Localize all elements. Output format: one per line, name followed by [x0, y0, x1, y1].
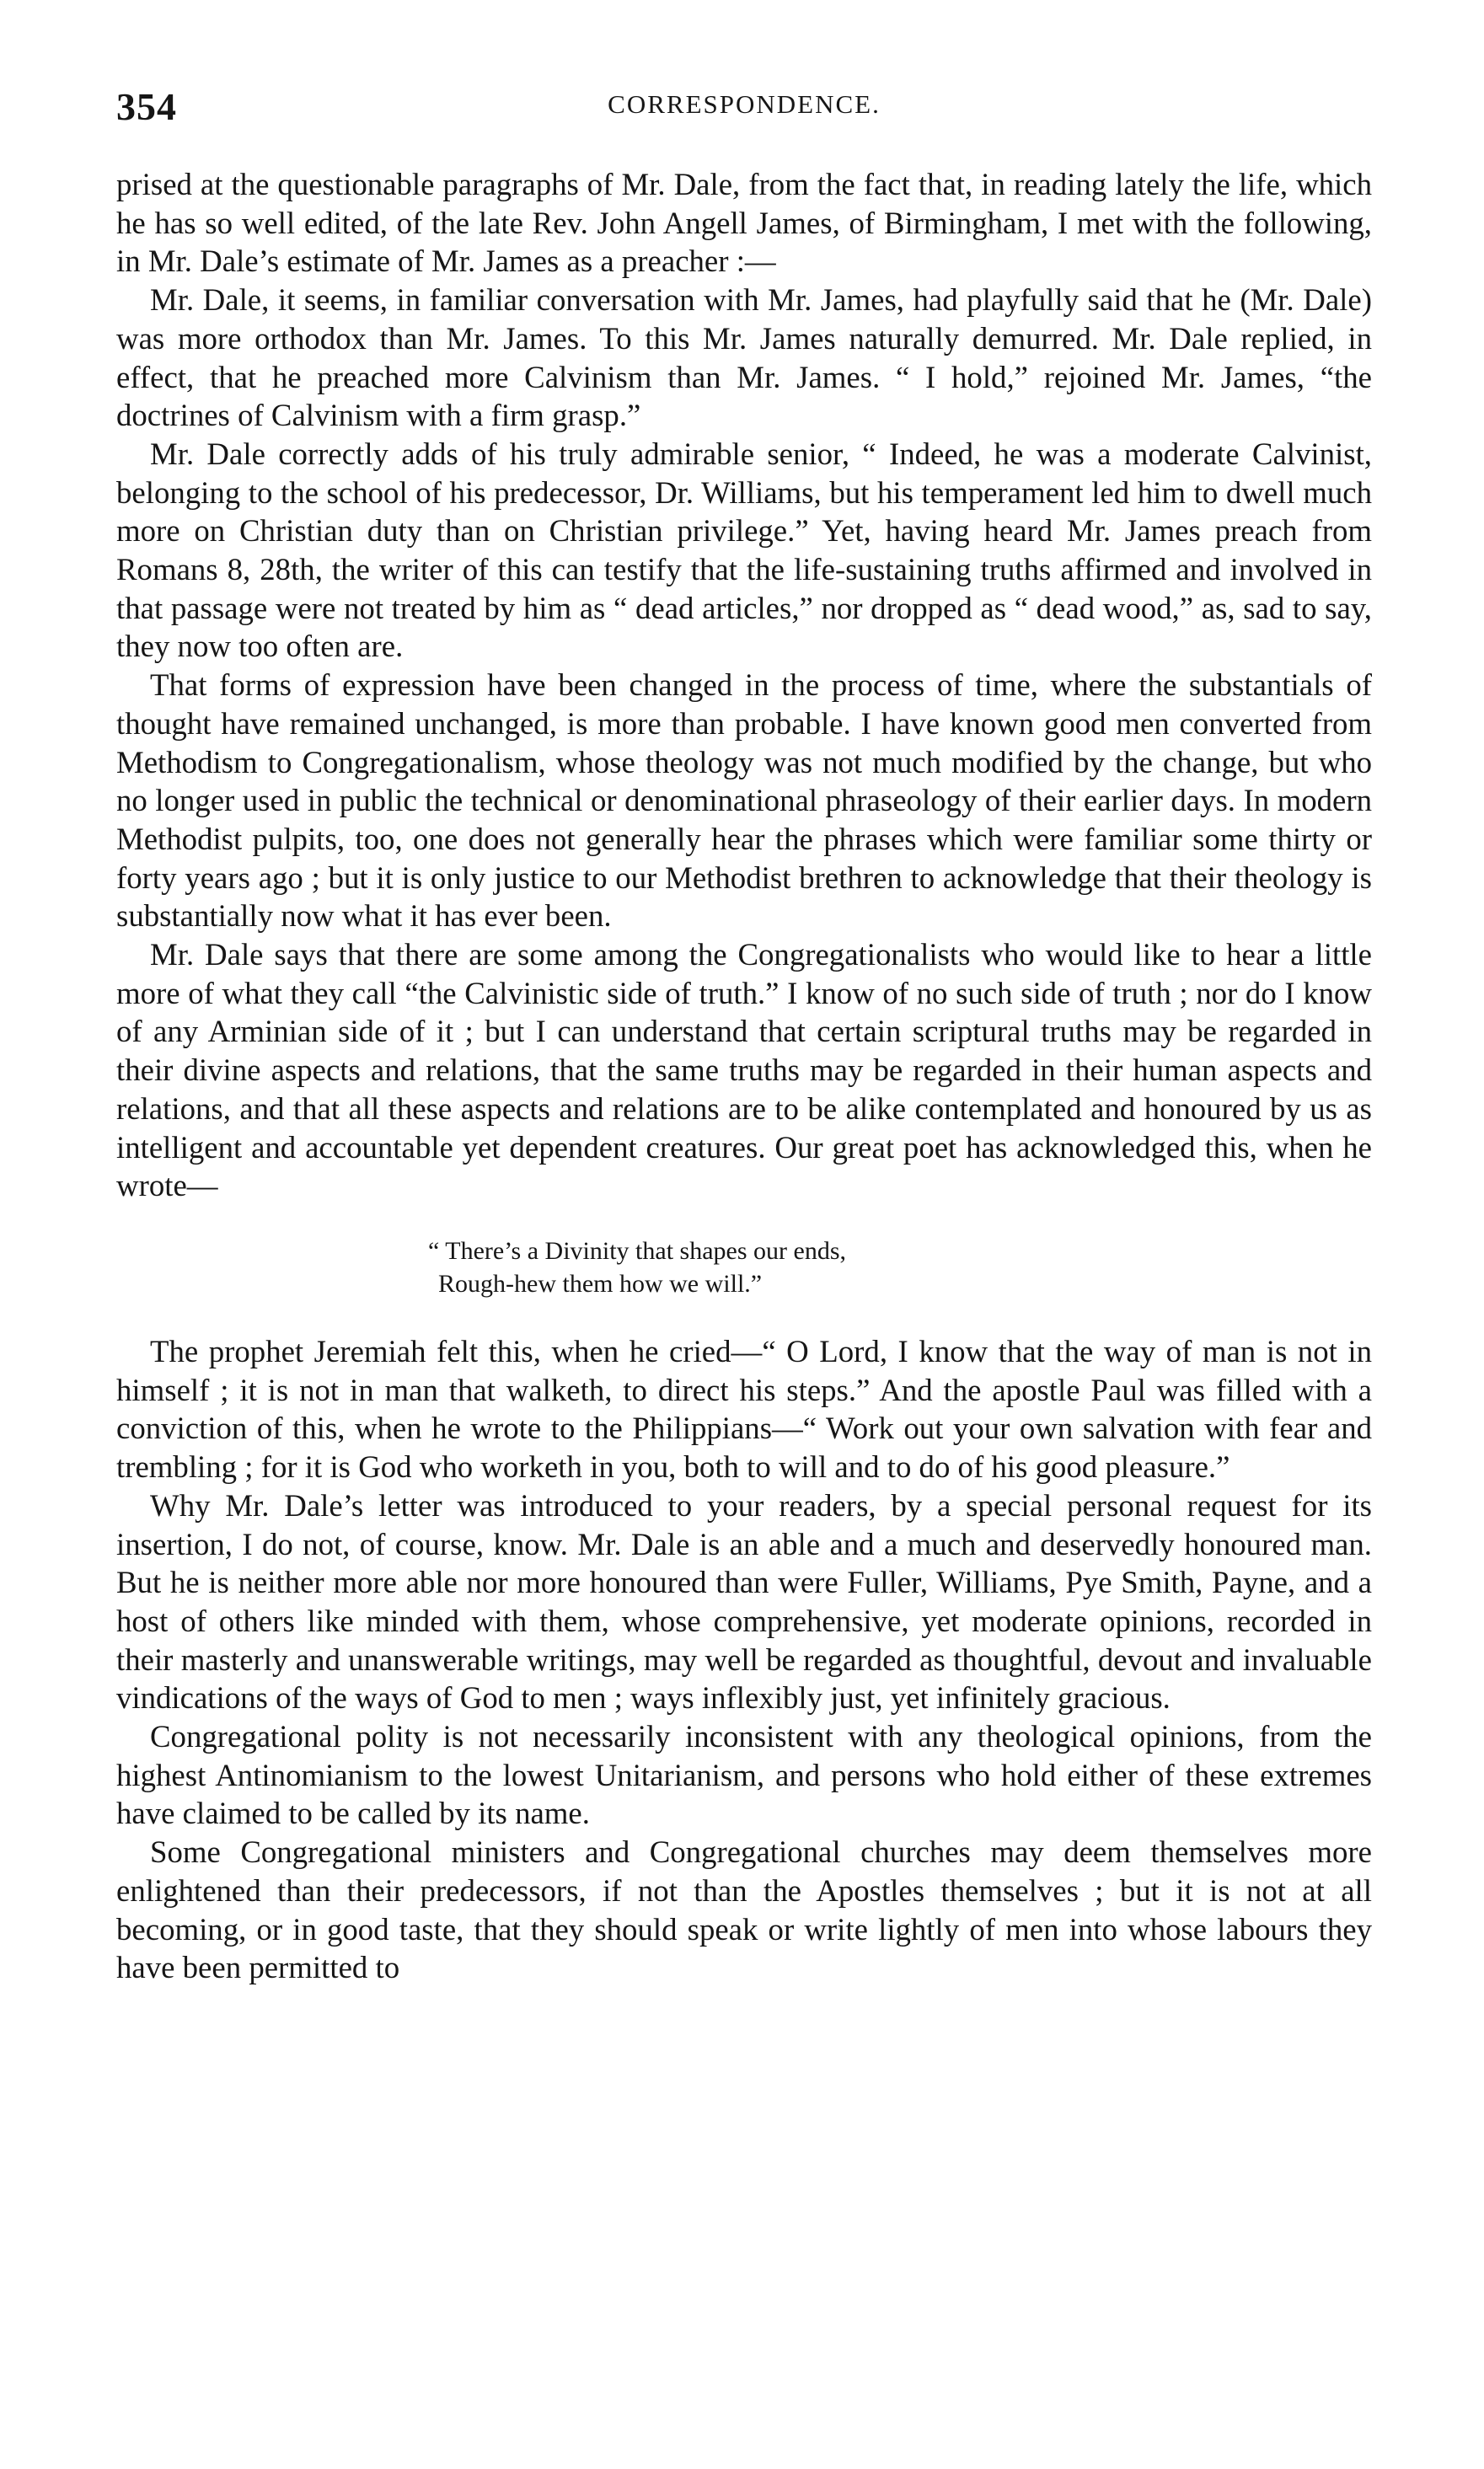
paragraph-3: Mr. Dale correctly adds of his truly admirable senior, “ Indeed, he was a moderate Calvinist, belonging to the school of his predecessor, Dr. Williams, but his temperament led him to dwell much more on Christian duty than on Christian privilege.” Yet, having heard Mr. James preach from Romans 8, 28th, the writer of this can testify that the life-sustaining truths affirmed and involved in that passage were not treated by him as “ dead articles,” nor dropped as “ dead wood,” as, sad to say, they now too often are. [116, 436, 1372, 664]
page-number: 354 [116, 85, 177, 128]
paragraph-4: That forms of expression have been changed in the process of time, where the substantials of thought have remained unchanged, is more than probable. I have known good men converted from Methodism to Congregationalism, whose theology was not much modified by the change, but who no longer used in public the technical or denominational phraseology of their earlier days. In modern Methodist pulpits, too, one does not generally hear the phrases which were familiar some thirty or forty years ago ; but it is only justice to our Methodist brethren to acknowledge that their theology is substantially now what it has ever been. [116, 667, 1372, 934]
article-body [116, 165, 1372, 1987]
quote-line-2: Rough-hew them how we will.” [438, 1269, 763, 1298]
poetry-quote [116, 1234, 1372, 1300]
paragraph-8: Congregational polity is not necessarily inconsistent with any theological opinions, from the highest Antinomianism to the lowest Unitarianism, and persons who hold either of these extremes have claimed to be called by its name. [116, 1719, 1372, 1831]
quote-line-1: “ There’s a Divinity that shapes our ends, [428, 1236, 846, 1265]
paragraph-2: Mr. Dale, it seems, in familiar conversation with Mr. James, had playfully said that he (Mr. Dale) was more orthodox than Mr. James. To this Mr. James naturally demurred. Mr. Dale replied, in effect, that he preached more Calvinism than Mr. James. “ I hold,” rejoined Mr. James, “the doctrines of Calvinism with a firm grasp.” [116, 282, 1372, 433]
running-head: CORRESPONDENCE. [608, 89, 881, 119]
paragraph-7: Why Mr. Dale’s letter was introduced to your readers, by a special personal request for its insertion, I do not, of course, know. Mr. Dale is an able and a much and deservedly honoured man. But he is neither more able nor more honoured than were Fuller, Williams, Pye Smith, Payne, and a host of others like minded with them, whose comprehensive, yet moderate opinions, recorded in their masterly and unanswerable writings, may well be regarded as thoughtful, devout and invaluable vindications of the ways of God to men ; ways inflexibly just, yet infinitely gracious. [116, 1487, 1372, 1716]
paragraph-5: Mr. Dale says that there are some among the Congregationalists who would like to hear a little more of what they call “the Calvinistic side of truth.” I know of no such side of truth ; nor do I know of any Arminian side of it ; but I can understand that certain scriptural truths may be regarded in their divine aspects and relations, that the same truths may be regarded in their human aspects and relations, and that all these aspects and relations are to be alike contemplated and honoured by us as intelligent and accountable yet dependent creatures. Our great poet has acknowledged this, when he wrote— [116, 937, 1372, 1203]
page-header [116, 84, 1372, 135]
paragraph-1: prised at the questionable paragraphs of Mr. Dale, from the fact that, in reading lately the life, which he has so well edited, of the late Rev. John Angell James, of Birmingham, I met with the following, in Mr. Dale’s estimate of Mr. James as a preacher :— [116, 167, 1372, 279]
paragraph-6: The prophet Jeremiah felt this, when he cried—“ O Lord, I know that the way of man is not in himself ; it is not in man that walketh, to direct his steps.” And the apostle Paul was filled with a conviction of this, when he wrote to the Philippians—“ Work out your own salvation with fear and trembling ; for it is God who worketh in you, both to will and to do of his good pleasure.” [116, 1333, 1372, 1485]
paragraph-9: Some Congregational ministers and Congregational churches may deem themselves more enlightened than their predecessors, if not than the Apostles themselves ; but it is not at all becoming, or in good taste, that they should speak or write lightly of men into whose labours they have been permitted to [116, 1834, 1372, 1985]
